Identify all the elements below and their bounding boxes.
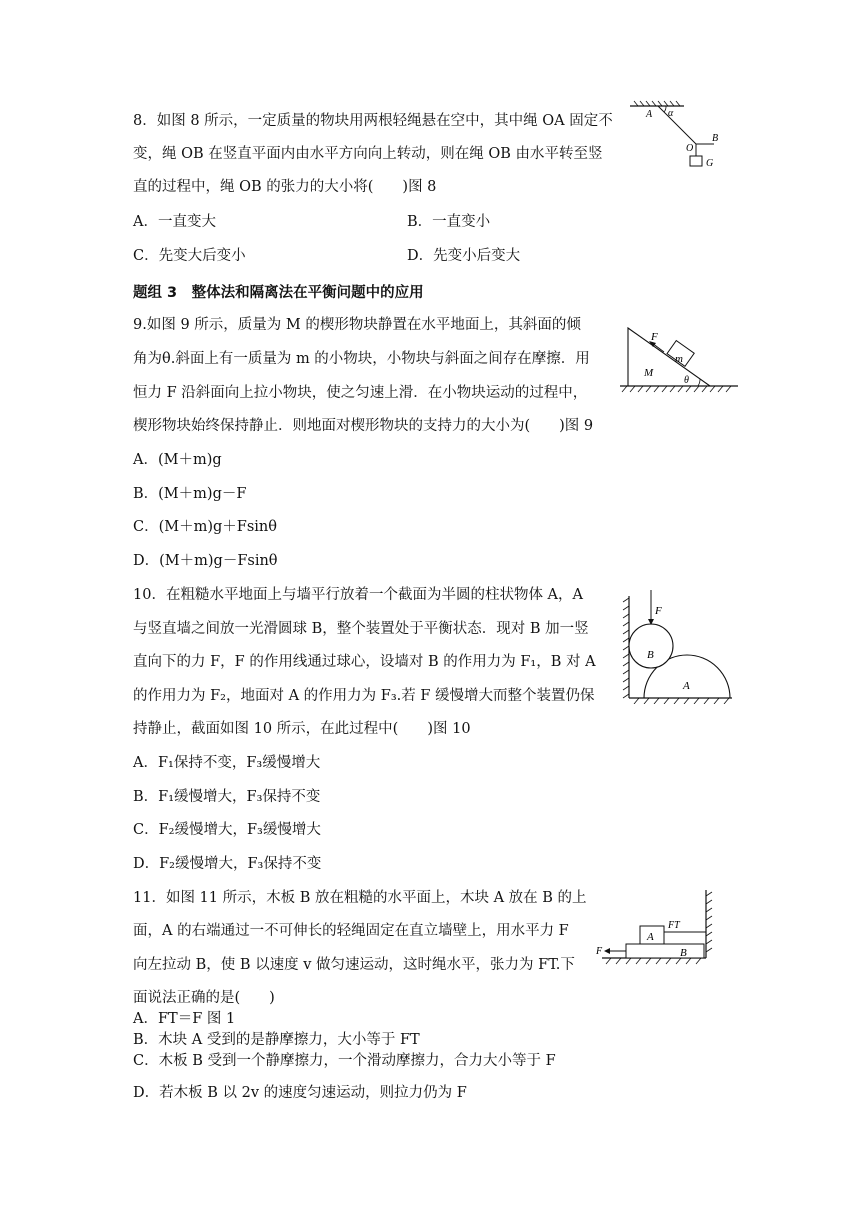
q10-option-c: C．F₂缓慢增大，F₃缓慢增大: [133, 822, 321, 838]
figure-8: [628, 100, 720, 174]
figure-11: [594, 886, 716, 966]
q11-option-c: C．木板 B 受到一个静摩擦力，一个滑动摩擦力，合力大小等于 F: [133, 1053, 556, 1069]
fig8-label-b: B: [712, 133, 719, 144]
q9-line-3: 恒力 F 沿斜面向上拉小物块，使之匀速上滑．在小物块运动的过程中，: [133, 385, 588, 401]
fig9-label-theta: θ: [684, 375, 689, 386]
q8-option-b: B．一直变小: [407, 214, 491, 230]
figure-9: [618, 324, 742, 396]
q10-option-b: B．F₁缓慢增大，F₃保持不变: [133, 789, 321, 805]
q10-option-d: D．F₂缓慢增大，F₃保持不变: [133, 856, 322, 872]
fig9-label-bigm: M: [644, 367, 654, 379]
q9-line-1: 9.如图 9 所示，质量为 M 的楔形物块静置在水平地面上，其斜面的倾: [133, 317, 581, 333]
figure-10: [620, 586, 736, 704]
fig10-label-f: F: [655, 605, 662, 617]
fig8-label-alpha: α: [668, 108, 674, 119]
fig10-label-b: B: [647, 649, 654, 661]
q9-option-c: C．(M＋m)g＋Fsinθ: [133, 519, 277, 535]
q10-line-1: 10．在粗糙水平地面上与墙平行放着一个截面为半圆的柱状物体 A，A: [133, 587, 584, 603]
fig10-label-a: A: [683, 680, 690, 692]
q9-option-b: B．(M＋m)g－F: [133, 486, 247, 502]
q11-line-4: 面说法正确的是( ): [133, 990, 275, 1006]
q9-line-4: 楔形物块始终保持静止．则地面对楔形物块的支持力的大小为( )图 9: [133, 418, 594, 434]
fig11-label-ft: FT: [668, 920, 680, 931]
group3-heading: 题组 3 整体法和隔离法在平衡问题中的应用: [133, 285, 424, 301]
q10-option-a: A．F₁保持不变，F₃缓慢增大: [133, 755, 321, 771]
fig11-label-b: B: [680, 947, 687, 959]
fig11-label-a: A: [647, 931, 654, 943]
q10-line-3: 直向下的力 F，F 的作用线通过球心，设墙对 B 的作用力为 F₁，B 对 A: [133, 654, 596, 670]
q11-line-1: 11．如图 11 所示，木板 B 放在粗糙的水平面上，木块 A 放在 B 的上: [133, 890, 587, 906]
q11-option-d: D．若木板 B 以 2v 的速度匀速运动，则拉力仍为 F: [133, 1085, 467, 1101]
q8-option-a: A．一直变大: [133, 214, 216, 230]
q8-option-c: C．先变大后变小: [133, 248, 246, 264]
fig8-label-g: G: [706, 158, 714, 169]
q8-line-1: 8．如图 8 所示，一定质量的物块用两根轻绳悬在空中，其中绳 OA 固定不: [133, 113, 613, 129]
q8-line-3: 直的过程中，绳 OB 的张力的大小将( )图 8: [133, 179, 437, 195]
q10-line-2: 与竖直墙之间放一光滑圆球 B，整个装置处于平衡状态．现对 B 加一竖: [133, 621, 589, 637]
q8-line-2: 变，绳 OB 在竖直平面内由水平方向向上转动，则在绳 OB 由水平转至竖: [133, 146, 603, 162]
q9-option-d: D．(M＋m)g－Fsinθ: [133, 553, 278, 569]
q9-option-a: A．(M＋m)g: [133, 452, 222, 468]
fig8-label-a: A: [646, 109, 653, 120]
q10-line-5: 持静止，截面如图 10 所示，在此过程中( )图 10: [133, 721, 471, 737]
q11-option-b: B．木块 A 受到的是静摩擦力，大小等于 FT: [133, 1032, 420, 1048]
fig11-label-f: F: [596, 946, 603, 957]
q8-option-d: D．先变小后变大: [407, 248, 521, 264]
q10-line-4: 的作用力为 F₂，地面对 A 的作用力为 F₃.若 F 缓慢增大而整个装置仍保: [133, 688, 595, 704]
fig9-label-m: m: [675, 353, 683, 365]
q11-line-3: 向左拉动 B，使 B 以速度 v 做匀速运动，这时绳水平，张力为 FT.下: [133, 957, 575, 973]
q11-option-a: A．FT＝F 图 1: [133, 1011, 236, 1027]
fig8-label-o: O: [686, 143, 694, 154]
q11-line-2: 面，A 的右端通过一不可伸长的轻绳固定在直立墙壁上，用水平力 F: [133, 923, 569, 939]
fig9-label-f: F: [651, 331, 658, 343]
q9-line-2: 角为θ.斜面上有一质量为 m 的小物块，小物块与斜面之间存在摩擦．用: [133, 351, 590, 367]
